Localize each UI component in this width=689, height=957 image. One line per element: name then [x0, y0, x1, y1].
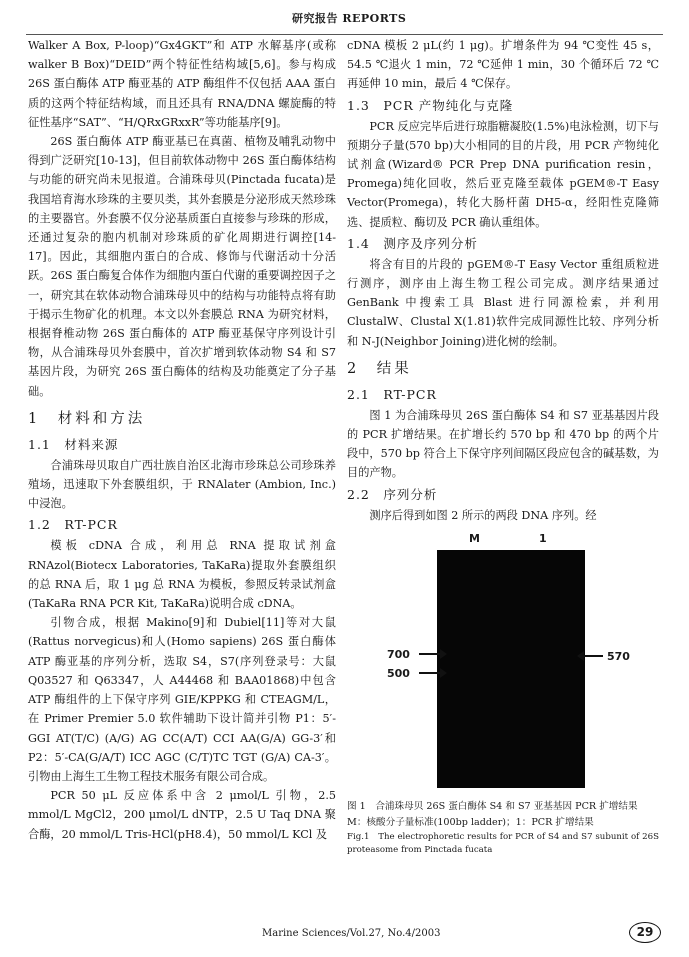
right-column [347, 36, 659, 857]
section-heading: 1 材料和方法 [28, 410, 146, 427]
paragraph: 模板 cDNA 合成，利用总 RNA 提取试剂盒 RNAzol(Biotecx Laboratories, TaKaRa)提取外套膜组织的总 RNA 后，取 1 μg 总 RNA 为模板，参照反转录试剂盒(TaKaRa RNA PCR Kit, TaKaRa)说明合成 cDNA。 [28, 539, 336, 611]
header-title: 研究报告 REPORTS [292, 12, 407, 25]
gel-image [437, 550, 585, 788]
subsection-heading: 1.4 测序及序列分析 [347, 235, 478, 251]
lane-1-label: 1 [539, 531, 547, 545]
running-header [0, 10, 689, 28]
page-number: 29 [629, 922, 661, 943]
gel-figure [347, 529, 659, 799]
paragraph: 测序后得到如图 2 所示的两段 DNA 序列。经 [369, 508, 597, 522]
paragraph: cDNA 模板 2 μL(约 1 μg)。扩增条件为 94 ℃变性 45 s，54.5 ℃退火 1 min，72 ℃延伸 1 min，30 个循环后 72 ℃再延伸 10 min，最后 4 ℃保存。 [347, 39, 659, 91]
paragraph: 将含有目的片段的 pGEM®-T Easy Vector 重组质粒进行测序，测序由上海生物工程公司完成。测序结果通过 GenBank 中搜索工具 Blast 进行同源检索，并利用 ClustalW、Clustal X(1.81)软件完成同源性比较、序列分析和 N-J(Neighbor Joining)进化树的绘制。 [347, 257, 659, 348]
caption-zh: 图 1 合浦珠母贝 26S 蛋白酶体 S4 和 S7 亚基基因 PCR 扩增结果 [347, 800, 638, 812]
arrow-570 [583, 655, 603, 657]
caption-note: M：核酸分子量标准(100bp ladder)；1：PCR 扩增结果 [347, 816, 594, 828]
paragraph: 引物合成，根据 Makino[9]和 Dubiel[11]等对大鼠(Rattus norvegicus)和人(Homo sapiens) 26S 蛋白酶体 ATP 酶亚基的序列分析，选取 S4，S7(序列登录号：大鼠 Q03527 和 Q63347，人 A44468 和 BAA01868)中包含 ATP 酶组件的上下保守序列 GIE/KPPKG 和 CTEAGM/L，在 Primer Premier 5.0 软件辅助下设计简并引物 P1：5′-GGI AT(T/C) (A/G) AG CC(A/T) CCI AA(G/A) GG-3′和 P2：5′-CA(G/A/T) ICC AGC (C/T)TC TGT (G/A) CA-3′。引物由上海生工生物工程技术服务有限公司合成。 [28, 616, 336, 783]
journal-citation: Marine Sciences/Vol.27, No.4/2003 [262, 928, 441, 939]
paragraph: Walker A Box, P-loop)“Gx4GKT”和 ATP 水解基序(或称 walker B Box)“DEID”两个特征性结构域[5,6]。参与构成 26S 蛋白酶体 ATP 酶亚基的 ATP 酶组件不仅包括 AAA 蛋白质的这两个特征结构域，而且还具有 RNA/DNA 螺旋酶的特征性基序“SAT”、“H/QRxGRxxR”等功能基序[9]。 [28, 39, 336, 129]
subsection-heading: 2.2 序列分析 [347, 486, 438, 502]
subsection-heading: 2.1 RT-PCR [347, 386, 437, 402]
subsection-heading: 1.3 PCR 产物纯化与克隆 [347, 97, 514, 113]
paragraph: 合浦珠母贝取自广西壮族自治区北海市珍珠总公司珍珠养殖场，迅速取下外套膜组织，于 RNAlater (Ambion, Inc.)中浸泡。 [28, 458, 336, 511]
paragraph: PCR 50 μL 反应体系中含 2 μmol/L 引物，2.5 mmol/L MgCl2，200 μmol/L dNTP，2.5 U Taq DNA 聚合酶，20 mmol/L Tris-HCl(pH8.4)，50 mmol/L KCl 及 [28, 789, 336, 841]
section-heading: 2 结果 [347, 360, 412, 377]
subsection-heading: 1.1 材料来源 [28, 436, 119, 452]
left-column [28, 36, 336, 844]
arrow-500 [419, 672, 441, 674]
lane-m-label: M [469, 531, 480, 545]
figure-caption [347, 799, 659, 857]
paragraph: PCR 反应完毕后进行琼脂糖凝胶(1.5%)电泳检测，切下与预期分子量(570 bp)大小相同的目的片段，用 PCR 产物纯化试剂盒(Wizard® PCR Prep DNA purification resin，Promega)纯化回收，然后亚克隆至载体 pGEM®-T Easy Vector(Promega)，转化大肠杆菌 DH5-α，经阳性克隆筛选、提质粒、酶切及 PCR 确认重组体。 [347, 119, 659, 229]
caption-en: Fig.1 The electrophoretic results for PCR of S4 and S7 subunit of 26S proteasome from Pinctada fucata [347, 831, 659, 855]
subsection-heading: 1.2 RT-PCR [28, 517, 118, 533]
marker-700-label: 700 [387, 647, 410, 661]
marker-500-label: 500 [387, 666, 410, 680]
arrow-700 [419, 653, 441, 655]
header-rule [26, 34, 663, 35]
paragraph: 26S 蛋白酶体 ATP 酶亚基已在真菌、植物及哺乳动物中得到广泛研究[10-13]，但目前软体动物中 26S 蛋白酶体结构与功能的研究尚未见报道。合浦珠母贝(Pinctada fucata)是我国培育海水珍珠的主要贝类，其外套膜是分泌形成天然珍珠的主要器官。外套膜不仅分泌基质蛋白直接参与珍珠的形成，还通过复杂的胞内机制对珍珠质的矿化周期进行调控[14-17]。因此，其细胞内蛋白的合成、修饰与代谢活动十分活跃。26S 蛋白酶复合体作为细胞内蛋白代谢的重要调控因子之一，研究其在软体动物合浦珠母贝中的结构与功能特点将有助于揭示生物矿化的机理。本文以外套膜总 RNA 为研究材料，根据脊椎动物 26S 蛋白酶体的 ATP 酶亚基保守序列设计引物，从合浦珠母贝外套膜中，首次扩增到软体动物 S4 和 S7 基因片段，为研究 26S 蛋白酶体的结构及功能奠定了分子基础。 [28, 135, 336, 398]
band-570-label: 570 [607, 649, 630, 663]
paragraph: 图 1 为合浦珠母贝 26S 蛋白酶体 S4 和 S7 亚基基因片段的 PCR 扩增结果。在扩增长约 570 bp 和 470 bp 的两个片段中，570 bp 符合上下保守序列间隔区段应包含的碱基数，为目的产物。 [347, 408, 659, 480]
